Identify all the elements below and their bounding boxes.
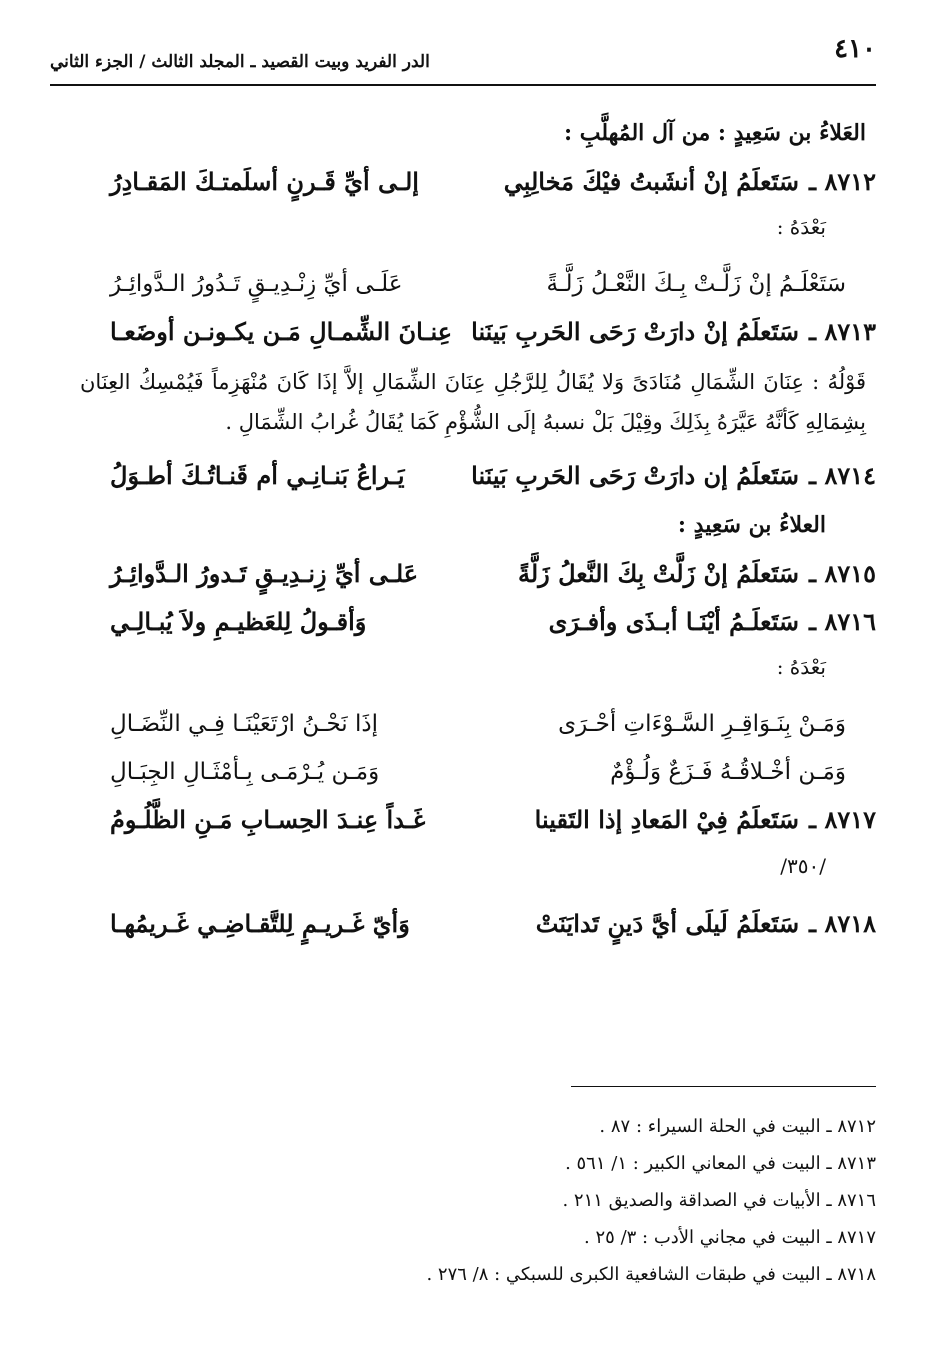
- commentary-paragraph: قَوْلُهُ : عِنَانَ الشِّمَالِ مُنَادَىً وَلا يُقَالُ لِلرَّجُلِ عِنَانَ الشِّمَالِ إلاَّ إذَا كَانَ مُنْهَزِماً فَيُمْسِكُ العِنَان بِشِمَالِهِ كَأنَّهُ عَيَّرَهُ بِذَلِكَ وقِيْلَ بَلْ نسبهُ إلَى الشُّؤْمِ كَمَا يُقَالُ غُرابُ الشِّمَالِ .: [80, 370, 866, 434]
- verse-first-hemistich: سَتَعْلَـمُ إنْ زَلَّـتْ بِـكَ النَّعْـلُ زَلَّـةً: [546, 271, 846, 297]
- verse-second-hemistich: وَأقـولُ لِلعَظيـمِ ولاَ يُبـالِـي: [110, 607, 367, 636]
- verse-number: ٨٧١٢ ـ: [809, 167, 876, 196]
- footnote: ٨٧١٣ ـ البيت في المعاني الكبير : ١/ ٥٦١ .: [565, 1153, 876, 1174]
- verse-first-hemistich: سَتَعلَمُ فِيْ المَعادِ إذا التَقينا: [534, 805, 800, 834]
- verse-number: ٨٧١٨ ـ: [809, 909, 876, 938]
- verse-number: ٨٧١٧ ـ: [809, 805, 876, 834]
- footnote: ٨٧١٦ ـ الأبيات في الصداقة والصديق ٢١١ .: [562, 1190, 876, 1211]
- verse-second-hemistich: إلـى أيِّ قَـرنٍ أسلَمتـكَ المَقـادِرُ: [110, 167, 419, 196]
- footnote: ٨٧١٨ ـ البيت في طبقات الشافعية الكبرى للسبكي : ٨/ ٢٧٦ .: [426, 1264, 876, 1285]
- verse-8716: [80, 598, 876, 646]
- unnumbered-verse: [80, 748, 876, 796]
- header-rule: [50, 84, 876, 86]
- verse-8713: [80, 308, 876, 356]
- verse-first-hemistich: وَمَـنْ بِنَـوَاقِـرِ السَّـوْءَاتِ أحْـرَى: [558, 711, 846, 737]
- verse-first-hemistich: وَمَـن أخْـلاقُـهُ فَـزَعٌ وَلُـؤْمٌ: [610, 759, 846, 785]
- page-header: [50, 34, 876, 78]
- verse-second-hemistich: إذَا نَحْـنُ ارْتَعَيْنَـا فِـي النِّضَـالِ: [110, 711, 379, 737]
- footnotes: [80, 1108, 876, 1293]
- verse-second-hemistich: يَـراعُ بَنـانِـي أم قَنـاتُـكَ أطـوَلُ: [110, 461, 405, 490]
- verse-first-hemistich: سَتَعلَمُ إنْ زَلَّتْ بِكَ النَّعلُ زَلَّةً: [518, 559, 800, 588]
- verse-first-hemistich: سَتَعلَمُ إنْ أنشَبتُ فيْكَ مَخالِبِي: [503, 167, 800, 196]
- verse-second-hemistich: غَـداً عِنـدَ الحِسـابِ مَـنِ الظَّلُـومُ: [110, 805, 426, 834]
- verse-number: ٨٧١٥ ـ: [809, 559, 876, 588]
- verse-second-hemistich: وَمَـن يُـرْمَـى بِـأمْثَـالِ الجِبَـالِ: [110, 759, 380, 785]
- footnote-separator: [571, 1086, 876, 1087]
- manuscript-page-reference: /٣٥٠/: [780, 854, 826, 878]
- footnote: ٨٧١٢ ـ البيت في الحلة السيراء : ٨٧ .: [599, 1116, 876, 1137]
- verse-first-hemistich: سَتَعلَمُ إنْ دارَتْ رَحَى الحَربِ بَينَنا: [471, 317, 800, 346]
- verse-first-hemistich: سَتَعلَمُ إن دارَتْ رَحَى الحَربِ بَينَنا: [471, 461, 800, 490]
- main-text: [80, 108, 876, 948]
- verse-8718: [80, 900, 876, 948]
- after-label: بَعْدَهُ :: [776, 655, 826, 679]
- poet-heading: العلاءُ بن سَعِيدٍ :: [677, 512, 826, 538]
- verse-number: ٨٧١٤ ـ: [809, 461, 876, 490]
- verse-second-hemistich: وَأيّ غَـريـمٍ لِلتَّقـاضِـي غَـريمُهـا: [110, 909, 410, 938]
- verse-8714: [80, 452, 876, 500]
- verse-8717: [80, 796, 876, 844]
- verse-first-hemistich: سَتَعلَـمُ أيْنَـا أبـذَى وأفـرَى: [548, 607, 800, 636]
- unnumbered-verse: [80, 700, 876, 748]
- verse-8715: [80, 550, 876, 598]
- page-number: ٤١٠: [834, 34, 876, 64]
- verse-second-hemistich: عَلـى أيِّ زِنـدِيـقٍ تَـدورُ الـدَّوائِـرُ: [110, 559, 419, 588]
- footnote: ٨٧١٧ ـ البيت في مجاني الأدب : ٣/ ٢٥ .: [584, 1227, 876, 1248]
- unnumbered-verse: [80, 260, 876, 308]
- verse-second-hemistich: عِنـانَ الشِّمـالِ مَـن يكـونـن أوضَعـا: [110, 317, 453, 346]
- after-label: بَعْدَهُ :: [776, 215, 826, 239]
- verse-number: ٨٧١٦ ـ: [809, 607, 876, 636]
- verse-number: ٨٧١٣ ـ: [809, 317, 876, 346]
- running-title: الدر الفريد وبيت القصيد ـ المجلد الثالث / الجزء الثاني: [50, 52, 430, 72]
- poet-heading: العَلاءُ بن سَعِيدٍ : من آل المُهلَّبِ :: [563, 120, 866, 146]
- verse-second-hemistich: عَلَـى أيِّ زِنْـدِيـقٍ تَـدُورُ الـدَّوائِـرُ: [110, 271, 403, 297]
- verse-first-hemistich: سَتَعلَمُ لَيلَى أيَّ دَينٍ تَدايَنَتْ: [535, 909, 800, 938]
- verse-8712: [80, 158, 876, 206]
